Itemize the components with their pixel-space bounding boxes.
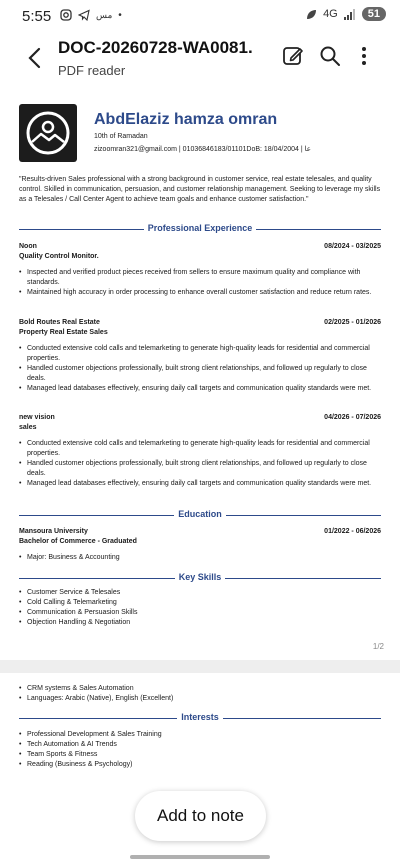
profile-photo: [19, 104, 77, 162]
telegram-icon: [78, 9, 90, 21]
education-bullet: • Major: Business & Accounting: [27, 553, 381, 563]
candidate-name: AbdElaziz hamza omran: [94, 111, 278, 128]
interests-list: [19, 730, 381, 770]
resume-header: [19, 104, 389, 174]
job-bullet: • Conducted extensive cold calls and telemarketing to generate high-quality leads for residential and commercial properties.: [27, 439, 381, 459]
skill-item: • Communication & Persuasion Skills: [27, 608, 381, 618]
education-dates: 01/2022 - 06/2026: [324, 528, 381, 535]
section-heading-education: [19, 509, 381, 521]
job-dates: 08/2024 - 03/2025: [324, 243, 381, 250]
page-indicator: 1/2: [372, 642, 384, 651]
job-bullet: • Conducted extensive cold calls and telemarketing to generate high-quality leads for residential and commercial properties.: [27, 344, 381, 364]
search-icon[interactable]: [318, 44, 342, 68]
job-role: sales: [19, 424, 37, 431]
job-entry: [19, 318, 381, 394]
image-placeholder-icon: [19, 104, 77, 162]
job-bullet: • Managed lead databases effectively, ensuring daily call targets and communication quality standards were met.: [27, 384, 381, 394]
interest-item: • Professional Development & Sales Training: [27, 730, 381, 740]
job-entry: [19, 413, 381, 489]
job-company: Bold Routes Real Estate: [19, 319, 100, 326]
skill-item: • Cold Calling & Telemarketing: [27, 598, 381, 608]
status-bar: [0, 0, 400, 32]
candidate-contact: zizoomran321@gmail.com | 01036846183/01101DoB: 18/04/2004 | عا: [94, 146, 311, 153]
page-separator: [0, 660, 400, 673]
app-logo-icon: مس: [96, 9, 113, 20]
battery-badge: 51: [362, 7, 386, 21]
job-role: Quality Control Monitor.: [19, 253, 99, 260]
network-type: 4G: [323, 8, 338, 20]
job-company: new vision: [19, 414, 55, 421]
section-heading-experience: [19, 223, 381, 235]
education-entry: [19, 527, 381, 563]
clock: 5:55: [22, 8, 52, 25]
job-bullet: • Handled customer objections professionally, built strong client relationships, and followed up regularly to close deals.: [27, 364, 381, 384]
degree: Bachelor of Commerce - Graduated: [19, 538, 137, 545]
skill-item: • Objection Handling & Negotiation: [27, 618, 381, 628]
job-bullet: • Handled customer objections professionally, built strong client relationships, and followed up regularly to close deals.: [27, 459, 381, 479]
interest-item: • Team Sports & Fitness: [27, 750, 381, 760]
job-dates: 02/2025 - 01/2026: [324, 319, 381, 326]
candidate-location: 10th of Ramadan: [94, 133, 148, 140]
job-bullet: • Maintained high accuracy in order processing to enhance overall customer satisfaction and reduce return rates.: [27, 288, 381, 298]
section-title: Interests: [177, 712, 223, 722]
more-vert-icon[interactable]: [352, 44, 376, 68]
section-heading-skills: [19, 572, 381, 584]
skill-item: • CRM systems & Sales Automation: [27, 684, 381, 694]
skills-list: [19, 588, 381, 628]
school-name: Mansoura University: [19, 528, 88, 535]
document-title: DOC-20260728-WA0081.: [58, 38, 253, 57]
arrow-left-icon[interactable]: [22, 44, 50, 72]
interest-item: • Reading (Business & Psychology): [27, 760, 381, 770]
interest-item: • Tech Automation & AI Trends: [27, 740, 381, 750]
skill-item: • Customer Service & Telesales: [27, 588, 381, 598]
app-bar: [0, 32, 400, 94]
add-to-note-button[interactable]: Add to note: [135, 791, 266, 841]
edit-icon[interactable]: [281, 44, 305, 68]
section-title: Education: [174, 509, 226, 519]
section-title: Professional Experience: [144, 223, 257, 233]
signal-icon: [344, 9, 356, 20]
skill-item: • Languages: Arabic (Native), English (Excellent): [27, 694, 381, 704]
notification-dot-icon: •: [118, 9, 122, 21]
leaf-icon: [306, 9, 317, 20]
job-company: Noon: [19, 243, 37, 250]
instagram-icon: [60, 9, 72, 21]
job-entry: [19, 242, 381, 298]
job-bullet: • Inspected and verified product pieces received from sellers to ensure maximum quality and compliance with standards.: [27, 268, 381, 288]
summary-text: "Results-driven Sales professional with a strong background in customer service, real estate telesales, and quality control. Skilled in communication, persuasion, and customer relationship management. Seeking to leverage my skills as a Telesales / Call Center Agent to achieve team goals and enhance customer satisfaction.": [19, 176, 381, 203]
section-title: Key Skills: [175, 572, 226, 582]
skills-list-continued: [19, 684, 381, 704]
job-bullet: • Managed lead databases effectively, ensuring daily call targets and communication quality standards were met.: [27, 479, 381, 489]
job-dates: 04/2026 - 07/2026: [324, 414, 381, 421]
job-role: Property Real Estate Sales: [19, 329, 108, 336]
section-heading-interests: [19, 712, 381, 724]
document-subtitle: PDF reader: [58, 63, 126, 78]
gesture-nav-bar[interactable]: [130, 855, 270, 859]
